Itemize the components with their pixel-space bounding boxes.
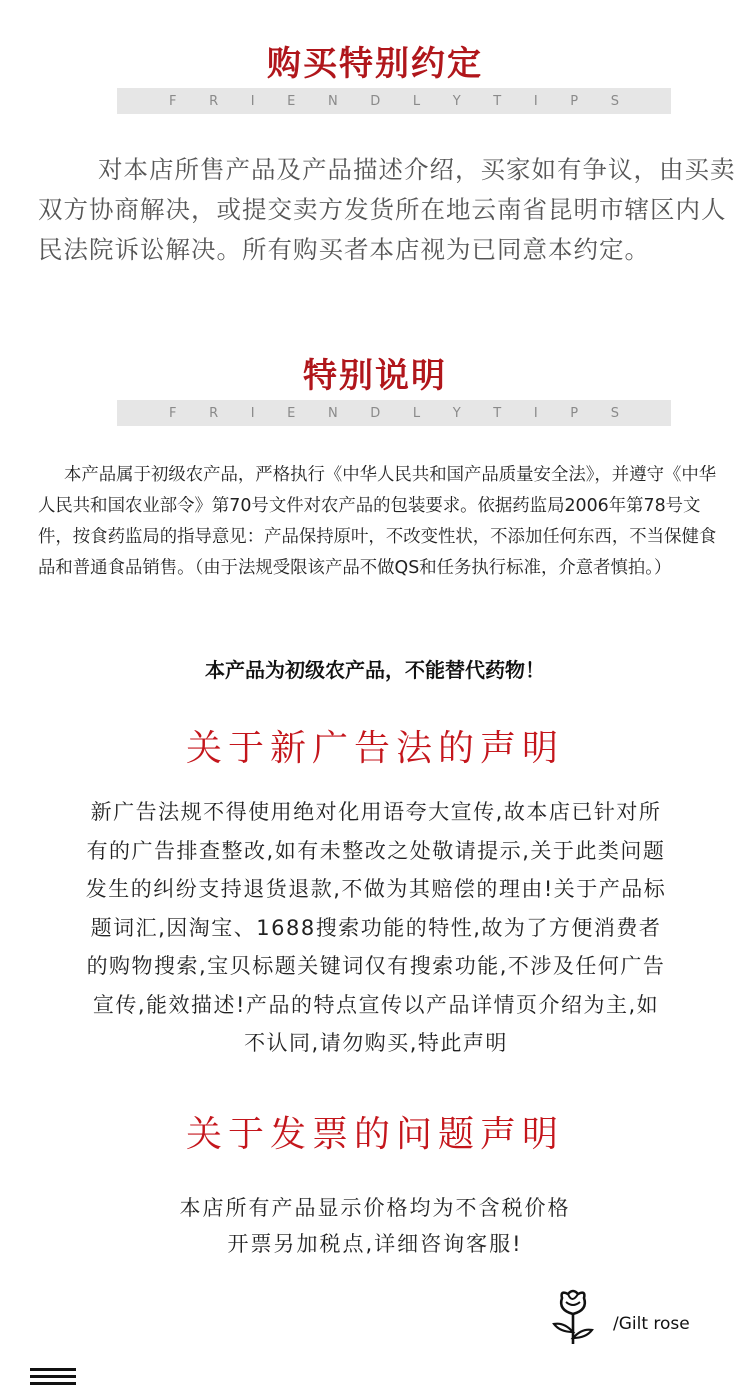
section-title-special-notes: 特别说明 xyxy=(303,356,447,396)
tips-letter: I xyxy=(533,93,538,109)
statement-line: 本店所有产品显示价格均为不含税价格 xyxy=(179,1196,571,1220)
tips-letter: L xyxy=(412,405,421,421)
tips-letter: N xyxy=(327,405,338,421)
tips-letter: T xyxy=(493,405,502,421)
statement-line: 的购物搜索,宝贝标题关键词仅有搜索功能,不涉及任何广告 xyxy=(86,954,666,978)
tips-letter: D xyxy=(370,405,381,421)
tips-letter: R xyxy=(209,405,219,421)
statement-line: 有的广告排查整改,如有未整改之处敬请提示,关于此类问题 xyxy=(86,838,666,863)
purchase-agreement-text xyxy=(38,150,738,270)
statement-line: 发生的纠纷支持退货退款,不做为其赔偿的理由!关于产品标 xyxy=(85,877,667,901)
tips-letter: N xyxy=(327,93,338,109)
tips-letter: Y xyxy=(452,405,461,421)
rose-icon xyxy=(550,1288,596,1346)
ad-law-heading: 关于新广告法的声明 xyxy=(185,728,564,769)
statement-line: 新广告法规不得使用绝对化用语夸大宣传,故本店已针对所 xyxy=(90,800,662,824)
friendly-tips-bar xyxy=(117,400,671,426)
tips-letter: E xyxy=(287,405,296,421)
statement-line: 宣传,能效描述!产品的特点宣传以产品详情页介绍为主,如 xyxy=(92,992,660,1017)
tips-letter: D xyxy=(370,93,381,109)
friendly-tips-bar xyxy=(117,88,671,114)
invoice-statement xyxy=(0,1190,750,1262)
tips-letter: I xyxy=(533,405,538,421)
tips-letter: E xyxy=(287,93,296,109)
tips-letter: R xyxy=(209,93,219,109)
special-notes-paragraph: 本产品属于初级农产品，严格执行《中华人民共和国产品质量安全法》，并遵守《中华人民共和国农业部令》第70号文件对农产品的包装要求。依据药监局2006年第78号文件，按食药监局的指导意见：产品保持原叶，不改变性状，不添加任何东西，不当保健食品和普通食品销售。（由于法规受限该产品不做QS和任务执行标准，介意者慎拍。） xyxy=(38,465,717,578)
tips-letter: F xyxy=(169,405,177,421)
purchase-agreement-paragraph: 对本店所售产品及产品描述介绍，买家如有争议，由买卖双方协商解决，或提交卖方发货所在地云南省昆明市辖区内人民法院诉讼解决。所有购买者本店视为已同意本约定。 xyxy=(38,155,736,264)
section-title-purchase-agreement: 购买特别约定 xyxy=(267,44,483,84)
tips-letter: L xyxy=(412,93,421,109)
tips-letter: I xyxy=(250,405,255,421)
special-notes-text xyxy=(38,460,728,584)
tips-letter: Y xyxy=(452,93,461,109)
gilt-rose-label: /Gilt rose xyxy=(613,1314,690,1334)
statement-line: 不认同,请勿购买,特此声明 xyxy=(244,1031,508,1055)
tips-letter: S xyxy=(610,405,619,421)
ad-law-statement xyxy=(26,793,726,1063)
invoice-heading: 关于发票的问题声明 xyxy=(185,1114,564,1155)
not-medicine-note: 本产品为初级农产品，不能替代药物！ xyxy=(205,658,545,682)
statement-line: 开票另加税点,详细咨询客服! xyxy=(227,1232,523,1256)
menu-icon[interactable] xyxy=(30,1368,76,1392)
statement-line: 题词汇,因淘宝、1688搜索功能的特性,故为了方便消费者 xyxy=(90,915,662,940)
tips-letter: P xyxy=(570,405,579,421)
tips-letter: T xyxy=(493,93,502,109)
tips-letter: I xyxy=(250,93,255,109)
tips-letter: P xyxy=(570,93,579,109)
tips-letter: F xyxy=(169,93,177,109)
tips-letter: S xyxy=(610,93,619,109)
